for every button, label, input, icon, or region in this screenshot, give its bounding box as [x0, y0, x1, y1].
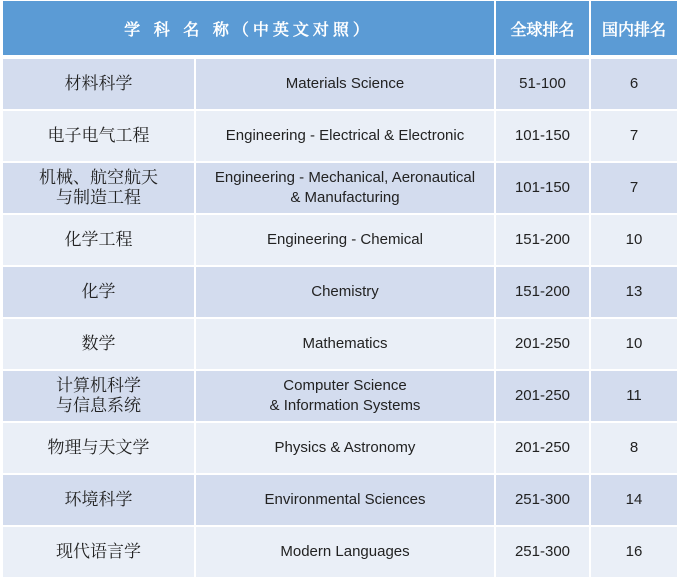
subject-en-cell-line: Chemistry — [311, 283, 379, 300]
table-row — [3, 422, 677, 474]
subject-en-cell-line: Engineering - Chemical — [267, 231, 423, 248]
table-row — [3, 318, 677, 370]
domestic-rank-cell: 16 — [590, 526, 677, 578]
table-header-row — [3, 1, 677, 57]
table-row — [3, 266, 677, 318]
subject-en-cell-line: Engineering - Electrical & Electronic — [225, 127, 465, 144]
domestic-rank-cell: 11 — [590, 370, 677, 422]
subject-cn-cell — [3, 422, 195, 474]
domestic-rank-cell: 6 — [590, 57, 677, 110]
subject-cn-cell-line: 化学工程 — [64, 230, 133, 250]
table-row — [3, 110, 677, 162]
subject-cn-cell-line: 数学 — [81, 334, 116, 354]
subject-en-cell — [195, 474, 495, 526]
global-rank-cell: 251-300 — [495, 474, 590, 526]
subject-cn-cell-line: 机械、航空航天 — [39, 168, 158, 188]
table-row — [3, 526, 677, 578]
subject-en-cell-line: Modern Languages — [280, 543, 410, 560]
header-subject-name: 学 科 名 称（中英文对照） — [3, 1, 495, 57]
subject-en-cell — [195, 422, 495, 474]
subject-cn-cell-line: 物理与天文学 — [47, 438, 150, 458]
global-rank-cell: 251-300 — [495, 526, 590, 578]
header-global-rank: 全球排名 — [495, 1, 590, 57]
subject-cn-cell-line: 环境科学 — [64, 490, 133, 510]
subject-cn-cell — [3, 214, 195, 266]
subject-cn-cell — [3, 162, 195, 214]
domestic-rank-cell: 14 — [590, 474, 677, 526]
table-row — [3, 57, 677, 110]
table-row — [3, 162, 677, 214]
subject-en-cell-line: Environmental Sciences — [264, 491, 426, 508]
subject-cn-cell-line: 与信息系统 — [56, 396, 141, 416]
table-row — [3, 370, 677, 422]
subject-cn-cell — [3, 57, 195, 110]
table-row — [3, 474, 677, 526]
domestic-rank-cell: 7 — [590, 110, 677, 162]
subject-en-cell — [195, 370, 495, 422]
subject-cn-cell — [3, 110, 195, 162]
subject-cn-cell — [3, 318, 195, 370]
global-rank-cell: 51-100 — [495, 57, 590, 110]
subject-en-cell — [195, 214, 495, 266]
table-row — [3, 214, 677, 266]
subject-en-cell — [195, 110, 495, 162]
global-rank-cell: 151-200 — [495, 266, 590, 318]
subject-cn-cell — [3, 526, 195, 578]
subject-en-cell-line: Engineering - Mechanical, Aeronautical — [214, 169, 476, 186]
subject-en-cell — [195, 318, 495, 370]
global-rank-cell: 201-250 — [495, 318, 590, 370]
global-rank-cell: 151-200 — [495, 214, 590, 266]
subject-ranking-table — [3, 1, 677, 579]
subject-cn-cell-line: 材料科学 — [64, 74, 133, 94]
domestic-rank-cell: 10 — [590, 318, 677, 370]
global-rank-cell: 101-150 — [495, 110, 590, 162]
global-rank-cell: 201-250 — [495, 422, 590, 474]
subject-cn-cell-line: 化学 — [81, 282, 116, 302]
domestic-rank-cell: 8 — [590, 422, 677, 474]
subject-en-cell-line: & Manufacturing — [290, 189, 400, 206]
subject-en-cell — [195, 526, 495, 578]
subject-en-cell — [195, 162, 495, 214]
subject-en-cell-line: Physics & Astronomy — [274, 439, 416, 456]
subject-cn-cell — [3, 266, 195, 318]
header-domestic-rank: 国内排名 — [590, 1, 677, 57]
global-rank-cell: 201-250 — [495, 370, 590, 422]
subject-en-cell — [195, 266, 495, 318]
domestic-rank-cell: 7 — [590, 162, 677, 214]
subject-cn-cell-line: 现代语言学 — [56, 542, 141, 562]
subject-en-cell-line: Materials Science — [285, 75, 405, 92]
global-rank-cell: 101-150 — [495, 162, 590, 214]
subject-cn-cell-line: 与制造工程 — [56, 188, 141, 208]
subject-cn-cell-line: 电子电气工程 — [47, 126, 150, 146]
subject-cn-cell — [3, 370, 195, 422]
subject-en-cell-line: Mathematics — [302, 335, 388, 352]
subject-cn-cell — [3, 474, 195, 526]
subject-en-cell — [195, 57, 495, 110]
domestic-rank-cell: 13 — [590, 266, 677, 318]
domestic-rank-cell: 10 — [590, 214, 677, 266]
subject-cn-cell-line: 计算机科学 — [56, 376, 141, 396]
subject-en-cell-line: & Information Systems — [269, 397, 421, 414]
subject-en-cell-line: Computer Science — [283, 377, 407, 394]
